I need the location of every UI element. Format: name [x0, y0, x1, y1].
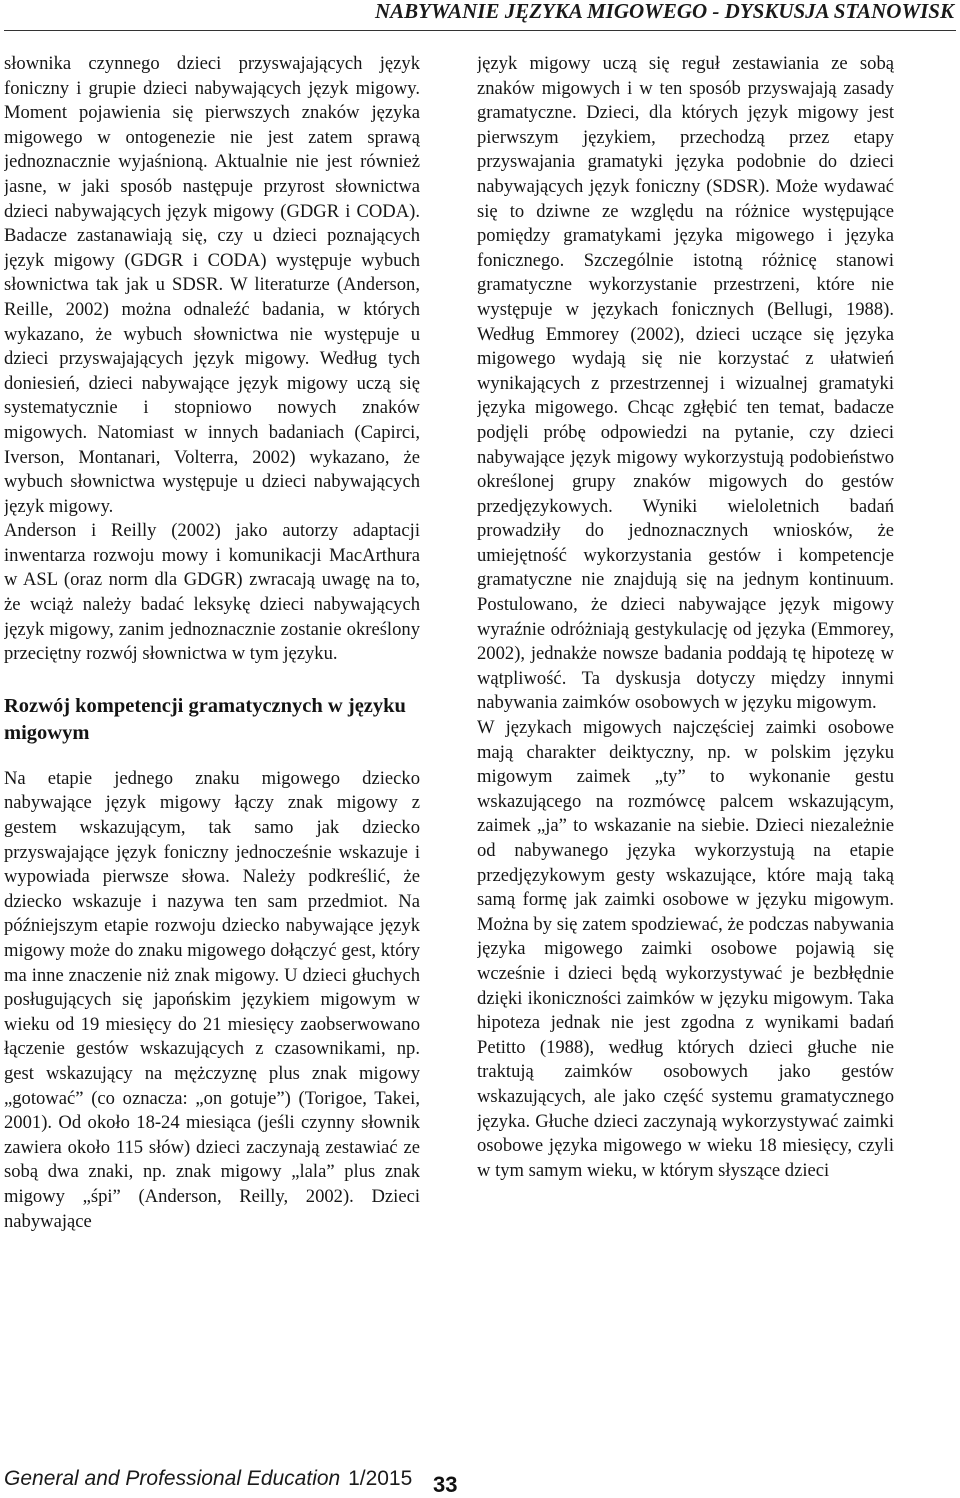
body-paragraph: język migowy uczą się reguł zestawiania ze sobą znaków migowych i w ten sposób przyswajają zasady gramatyczne. Dzieci, dla których język migowy jest pierwszym językiem, przechodzą przez etapy przyswajania gramatyki języka podobnie do dzieci nabywających język foniczny (SDSR). Może wydawać się to dziwne ze względu na różnice występujące pomiędzy gramatykami języka migowego i języka fonicznego. Szczególnie istotną różnicę stanowi gramatyczne wykorzystanie przestrzeni, które nie występuje w językach fonicznych (Bellugi, 1988). Według Emmorey (2002), dzieci uczące się języka migowego wydają się nie korzystać z ułatwień wynikających z przestrzennej i wizualnej gramatyki języka migowego. Chcąc zgłębić ten temat, badacze podjęli próbę odpowiedzi na pytanie, czy dzieci nabywające język migowy wykorzystują podobieństwo określonej grupy znaków migowych do gestów przedjęzykowych. Wyniki wieloletnich badań prowadziły do jednoznacznych wniosków, że umiejętność wykorzystania gestów i kompetencje gramatyczne nie znajdują się na jednym kontinuum. Postulowano, że dzieci nabywające język migowy wyraźnie odróżniają gestykulację od języka (Emmorey, 2002), jednakże nowsze badania poddają tę hipotezę w wątpliwość. Ta dyskusja dotyczy między innymi nabywania zaimków osobowych w języku migowym.: [477, 53, 894, 714]
right-text-column: [477, 52, 894, 1432]
page-number: 33: [433, 1472, 458, 1497]
body-paragraph: słownika czynnego dzieci przyswajających język foniczny i grupie dzieci nabywających język migowy. Moment pojawienia się pierwszych znaków języka migowego w ontogenezie nie jest zatem sprawą jednoznacznie wyjaśnioną. Aktualnie nie jest również jasne, w jaki sposób następuje przyrost słownictwa dzieci nabywających język migowy (GDGR i CODA). Badacze zastanawiają się, czy u dzieci poznających język migowy (GDGR i CODA) występuje wybuch słownictwa tak jak u SDSR. W literaturze (Anderson, Reille, 2002) można odnaleźć badania, w których wykazano, że wybuch słownictwa nie występuje u dzieci przyswajających język migowy. Według tych doniesień, dzieci nabywające język migowy uczą się systematycznie i stopniowo nowych znaków migowych. Natomiast w innych badaniach (Capirci, Iverson, Montanari, Volterra, 2002) wykazano, że wybuch słownictwa występuje u dzieci nabywających język migowy.: [4, 53, 420, 517]
page-footer: [4, 1467, 474, 1497]
body-paragraph: W językach migowych najczęściej zaimki osobowe mają charakter deiktyczny, np. w polskim języku migowym zaimek „ty” to wykonanie gestu wskazującego na rozmówcę palcem wskazującym, zaimek „ja” to wskazanie na siebie. Dzieci niezależnie od nabywanego języka wykorzystują na etapie przedjęzykowym gesty wskazujące, które mają taką samą formę jak zaimki osobowe w języku migowym. Można by się zatem spodziewać, że podczas nabywania języka migowego zaimki osobowe pojawią się wcześnie i dzieci będą wykorzystywać je bezbłędnie dzięki ikoniczności zaimków w języku migowym. Taka hipoteza jednak nie jest zgodna z wynikami badań Petitto (1988), według których dzieci głuche nie traktują zaimków osobowych jako gestów wskazujących, ale jako część systemu gramatycznego języka. Głuche dzieci zaczynają wykorzystywać zaimki osobowe języka migowego w wieku 18 miesięcy, czyli w tym samym wieku, w którym słyszące dzieci: [477, 717, 894, 1181]
footer-journal-name: General and Professional Education: [4, 1467, 341, 1490]
left-text-column: [4, 52, 420, 1432]
section-heading: Rozwój kompetencji gramatycznych w języku migowym: [4, 694, 406, 744]
paragraph-spacer: [4, 667, 420, 693]
body-paragraph: Na etapie jednego znaku migowego dziecko nabywające język migowy łączy znak migowy z gestem wskazującym, tak samo jak dziecko przyswajające język foniczny jednocześnie wskazuje i wypowiada pierwsze słowa. Należy podkreślić, że dziecko wskazuje i nazywa ten sam przedmiot. Na późniejszym etapie rozwoju dziecko nabywające język migowy może do znaku migowego dołączyć gest, który ma inne znaczenie niż znak migowy. U dzieci głuchych posługujących się japońskim językiem migowym w wieku od 19 miesięcy do 21 miesięcy zaobserwowano łączenie gestów wskazujących z czasownikami, np. gest wskazujący na mężczyznę plus znak migowy „gotować” (co oznacza: „on gotuje”) (Torigoe, Takei, 2001). Od około 18-24 miesiąca (jeśli czynny słownik zawiera około 115 słów) dzieci zaczynają zestawiać ze sobą dwa znaki, np. znak migowy „lala” plus znak migowy „śpi” (Anderson, Reilly, 2002). Dzieci nabywające: [4, 767, 420, 1232]
running-header-title: NABYWANIE JĘZYKA MIGOWEGO - DYSKUSJA STANOWISK: [374, 0, 954, 23]
body-paragraph: Anderson i Reilly (2002) jako autorzy adaptacji inwentarza rozwoju mowy i komunikacji MacArthura w ASL (oraz norm dla GDGR) zwracają uwagę na to, że wciąż należy badać leksykę dzieci nabywających język migowy, zanim jednoznacznie zostanie określony przeciętny rozwój słownictwa w tym języku.: [4, 520, 420, 665]
footer-issue-number: 1/2015: [348, 1467, 413, 1490]
header-divider: [4, 30, 956, 31]
